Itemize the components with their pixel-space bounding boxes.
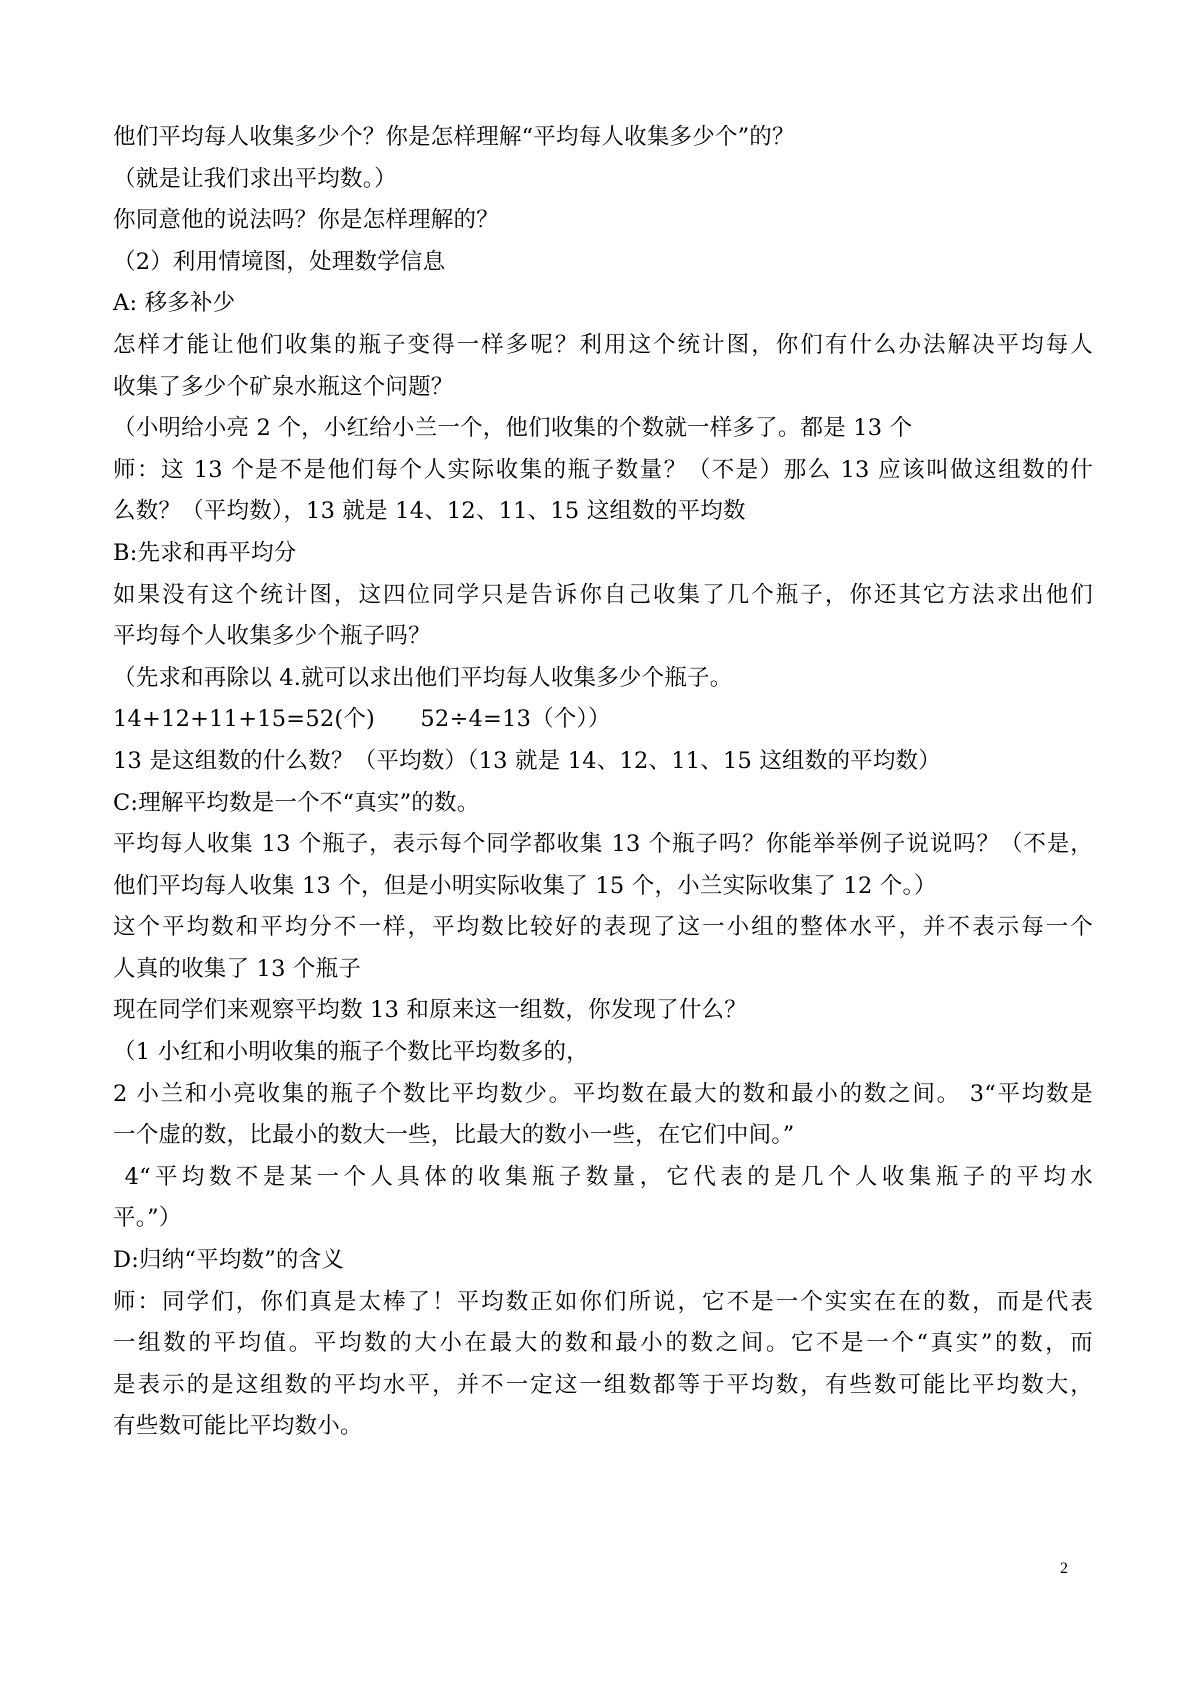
subsection-heading: B:先求和再平均分: [113, 539, 297, 566]
page-number: 2: [1060, 1560, 1068, 1577]
text-line: 平。”）: [113, 1205, 182, 1232]
text-line: 师：同学们，你们真是太棒了！平均数正如你们所说，它不是一个实实在在的数，而是代表: [113, 1288, 1093, 1315]
text-line: 他们平均每人收集 13 个，但是小明实际收集了 15 个，小兰实际收集了 12 个。）: [113, 872, 937, 899]
text-line: 人真的收集了 13 个瓶子: [113, 955, 362, 982]
text-line: 这个平均数和平均分不一样，平均数比较好的表现了这一小组的整体水平，并不表示每一个: [113, 914, 1093, 941]
document-body: [113, 117, 1093, 1448]
subsection-heading: A: 移多补少: [113, 290, 236, 317]
subsection-heading: C:理解平均数是一个不“真实”的数。: [113, 789, 480, 816]
text-line: 一组数的平均值。平均数的大小在最大的数和最小的数之间。它不是一个“真实”的数，而: [113, 1330, 1093, 1357]
text-line: （就是让我们求出平均数。）: [113, 165, 397, 192]
text-line: （1 小红和小明收集的瓶子个数比平均数多的，: [113, 1039, 589, 1066]
subsection-heading: D:归纳“平均数”的含义: [113, 1247, 345, 1274]
text-line: 收集了多少个矿泉水瓶这个问题？: [113, 373, 454, 400]
text-line: 是表示的是这组数的平均水平，并不一定这一组数都等于平均数，有些数可能比平均数大，: [113, 1371, 1093, 1398]
section-heading: （2）利用情境图，处理数学信息: [113, 248, 446, 275]
text-line: 怎样才能让他们收集的瓶子变得一样多呢？利用这个统计图，你们有什么办法解决平均每人: [113, 331, 1093, 358]
equation-line: 14+12+11+15=52(个) 52÷4=13（个））: [113, 706, 611, 733]
text-line: 有些数可能比平均数小。: [113, 1413, 363, 1440]
text-line: 平均每个人收集多少个瓶子吗？: [113, 623, 431, 650]
text-line: （先求和再除以 4.就可以求出他们平均每人收集多少个瓶子。: [113, 664, 733, 691]
text-line: 2 小兰和小亮收集的瓶子个数比平均数少。平均数在最大的数和最小的数之间。 3“平均数是: [113, 1080, 1093, 1107]
text-line: 么数？（平均数），13 就是 14、12、11、15 这组数的平均数: [113, 498, 746, 525]
text-line: 4“平均数不是某一个人具体的收集瓶子数量，它代表的是几个人收集瓶子的平均水: [113, 1163, 1093, 1190]
text-line: 现在同学们来观察平均数 13 和原来这一组数，你发现了什么？: [113, 997, 747, 1024]
text-line: 13 是这组数的什么数？（平均数）（13 就是 14、12、11、15 这组数的平均数）: [113, 747, 941, 774]
text-line: 他们平均每人收集多少个？你是怎样理解“平均每人收集多少个”的？: [113, 124, 795, 150]
text-line: 如果没有这个统计图，这四位同学只是告诉你自己收集了几个瓶子，你还其它方法求出他们: [113, 581, 1093, 608]
text-line: 师：这 13 个是不是他们每个人实际收集的瓶子数量？（不是）那么 13 应该叫做这组数的什: [113, 456, 1093, 483]
text-line: 你同意他的说法吗？你是怎样理解的？: [113, 207, 499, 234]
text-line: （小明给小亮 2 个，小红给小兰一个，他们收集的个数就一样多了。都是 13 个: [113, 415, 913, 442]
text-line: 一个虚的数，比最小的数大一些，比最大的数小一些，在它们中间。”: [113, 1122, 795, 1149]
text-line: 平均每人收集 13 个瓶子，表示每个同学都收集 13 个瓶子吗？你能举举例子说说吗？（不是，: [113, 831, 1093, 858]
